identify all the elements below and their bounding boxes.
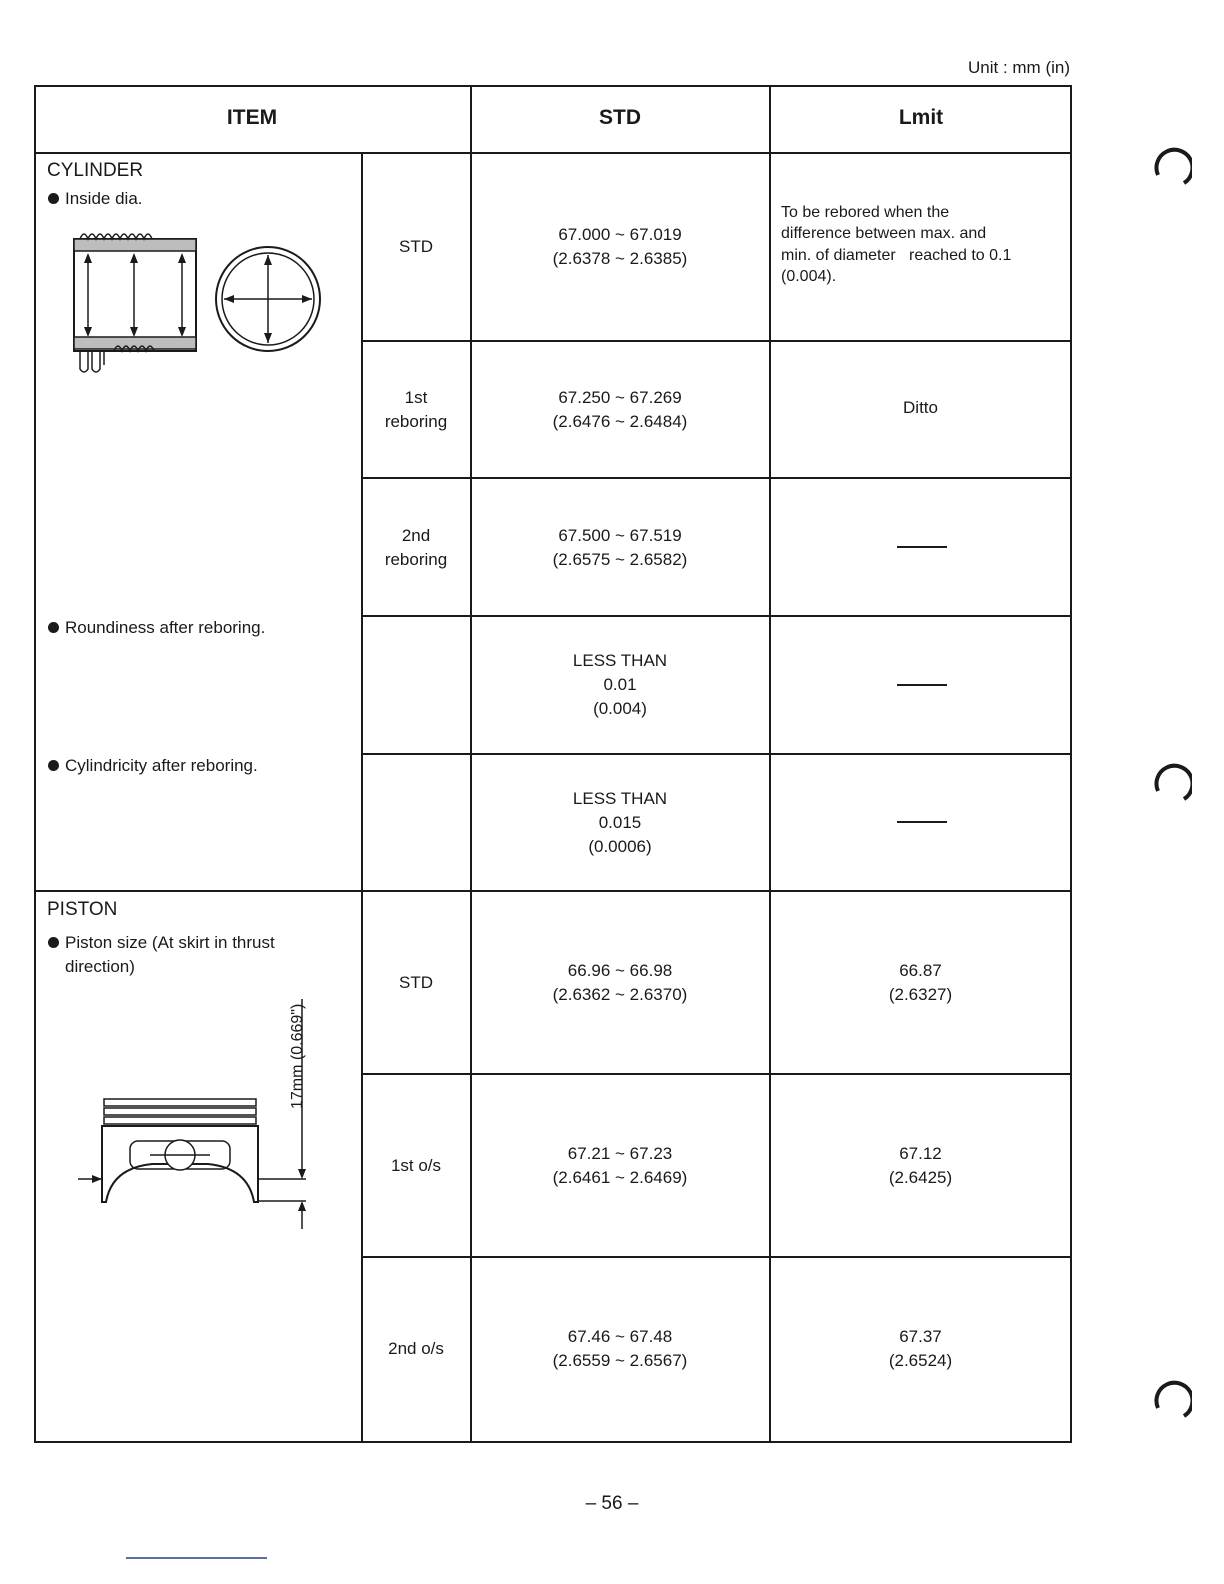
col-divider-std bbox=[470, 85, 472, 1443]
cylinder-diagram bbox=[70, 225, 330, 405]
piston-1st-value-in: (2.6461 ~ 2.6469) bbox=[552, 1168, 688, 1187]
row-divider bbox=[361, 753, 1072, 755]
cyl-1st-value: 67.250 ~ 67.269 bbox=[558, 388, 682, 407]
inside-dia-label: Inside dia. bbox=[65, 187, 143, 211]
cyl-1st-limit: Ditto bbox=[903, 398, 938, 417]
piston-1st-limit-in: (2.6425) bbox=[888, 1168, 953, 1187]
roundness-value: (0.004) bbox=[593, 699, 647, 718]
footer-rule bbox=[126, 1557, 267, 1559]
cylindricity-value: LESS THAN bbox=[572, 789, 668, 808]
table-border-bottom bbox=[34, 1441, 1072, 1443]
page-number: – 56 – bbox=[585, 1493, 639, 1514]
piston-std-value: 66.96 ~ 66.98 bbox=[567, 961, 673, 980]
cyl-std-sub: STD bbox=[399, 237, 433, 256]
row-divider bbox=[361, 1073, 1072, 1075]
roundness-label: Roundiness after reboring. bbox=[65, 616, 265, 640]
cylindricity-label: Cylindricity after reboring. bbox=[65, 754, 258, 778]
binder-hole-icon bbox=[1152, 763, 1192, 805]
cyl-1st-sub: reboring bbox=[384, 412, 448, 431]
header-limit: Lmit bbox=[898, 106, 944, 129]
header-item: ITEM bbox=[226, 106, 278, 129]
table-border-top bbox=[34, 85, 1072, 87]
header-std: STD bbox=[599, 106, 641, 129]
cyl-std-limit: (0.004). bbox=[781, 268, 837, 285]
row-divider bbox=[361, 1256, 1072, 1258]
piston-1st-limit: 67.12 bbox=[899, 1144, 942, 1163]
unit-label: Unit : mm (in) bbox=[968, 58, 1070, 77]
cyl-2nd-value-in: (2.6575 ~ 2.6582) bbox=[552, 550, 688, 569]
cylindricity-limit-dash bbox=[897, 821, 947, 823]
piston-1st-sub: 1st o/s bbox=[390, 1156, 442, 1175]
roundness-value: 0.01 bbox=[603, 675, 637, 694]
cylinder-title: CYLINDER bbox=[47, 160, 144, 181]
piston-size-label: Piston size (At skirt in thrust bbox=[65, 931, 275, 955]
cyl-std-value: 67.000 ~ 67.019 bbox=[558, 225, 682, 244]
cyl-2nd-value: 67.500 ~ 67.519 bbox=[558, 526, 682, 545]
piston-size-label-cont: direction) bbox=[65, 957, 135, 976]
binder-hole-icon bbox=[1152, 147, 1192, 189]
table-border-right bbox=[1070, 85, 1072, 1443]
piston-std-limit-in: (2.6327) bbox=[888, 985, 953, 1004]
piston-2nd-value: 67.46 ~ 67.48 bbox=[567, 1327, 673, 1346]
piston-1st-value: 67.21 ~ 67.23 bbox=[567, 1144, 673, 1163]
piston-2nd-limit-in: (2.6524) bbox=[888, 1351, 953, 1370]
cylindricity-value: (0.0006) bbox=[588, 837, 652, 856]
col-divider-sub bbox=[361, 153, 363, 1443]
piston-std-sub: STD bbox=[399, 973, 433, 992]
spec-table: ITEM STD Lmit CYLINDER Inside dia. Roundiness after reboring. Cylindricity after reboring. STD 67.000 ~ 67.019 (2.6378 ~ 2.6385) To be rebored when the difference between max. and min. of diameter reached to 0.1 (0.004). 1st reboring 67.250 ~ 67.269 (2.6476 ~ 2.6484) Ditto 2nd reboring 67.500 ~ 67.519 (2.6575 ~ 2.6582) LESS THAN 0.01 (0.004) LESS THAN 0.015 (0.0006) PISTON Piston size (At skirt in thrust direction) 17mm (0.669") STD 66.96 ~ 66.98 (2.6362 ~ 2.6370) 66.87 (2.6327) 1st o/s 67.21 ~ 67.23 (2.6461 ~ 2.6469) 67.12 (2.6425) 2nd o/s 67.46 ~ 67.48 (2.6559 ~ 2.6567) 67.37 (2.6524) bbox=[34, 85, 1072, 1443]
binder-hole-icon bbox=[1152, 1380, 1192, 1422]
table-border-left bbox=[34, 85, 36, 1443]
piston-2nd-value-in: (2.6559 ~ 2.6567) bbox=[552, 1351, 688, 1370]
row-divider bbox=[361, 477, 1072, 479]
piston-2nd-sub: 2nd o/s bbox=[388, 1339, 444, 1358]
cyl-std-limit: To be rebored when the bbox=[781, 204, 950, 221]
piston-2nd-limit: 67.37 bbox=[899, 1327, 942, 1346]
cyl-2nd-sub: 2nd bbox=[401, 526, 431, 545]
row-divider bbox=[361, 340, 1072, 342]
cyl-std-limit: min. of diameter reached to 0.1 bbox=[781, 247, 1012, 264]
cyl-2nd-limit-dash bbox=[897, 546, 947, 548]
piston-title: PISTON bbox=[47, 899, 118, 920]
row-divider bbox=[361, 615, 1072, 617]
cyl-std-limit: difference between max. and bbox=[781, 225, 987, 242]
cyl-2nd-sub: reboring bbox=[384, 550, 448, 569]
cyl-std-value-in: (2.6378 ~ 2.6385) bbox=[552, 249, 688, 268]
header-divider bbox=[34, 152, 1072, 154]
roundness-limit-dash bbox=[897, 684, 947, 686]
roundness-value: LESS THAN bbox=[572, 651, 668, 670]
piston-std-limit: 66.87 bbox=[899, 961, 942, 980]
cylindricity-value: 0.015 bbox=[598, 813, 642, 832]
piston-std-value-in: (2.6362 ~ 2.6370) bbox=[552, 985, 688, 1004]
col-divider-limit bbox=[769, 85, 771, 1443]
cyl-1st-sub: 1st bbox=[404, 388, 428, 407]
cyl-1st-value-in: (2.6476 ~ 2.6484) bbox=[552, 412, 688, 431]
section-divider bbox=[34, 890, 1072, 892]
